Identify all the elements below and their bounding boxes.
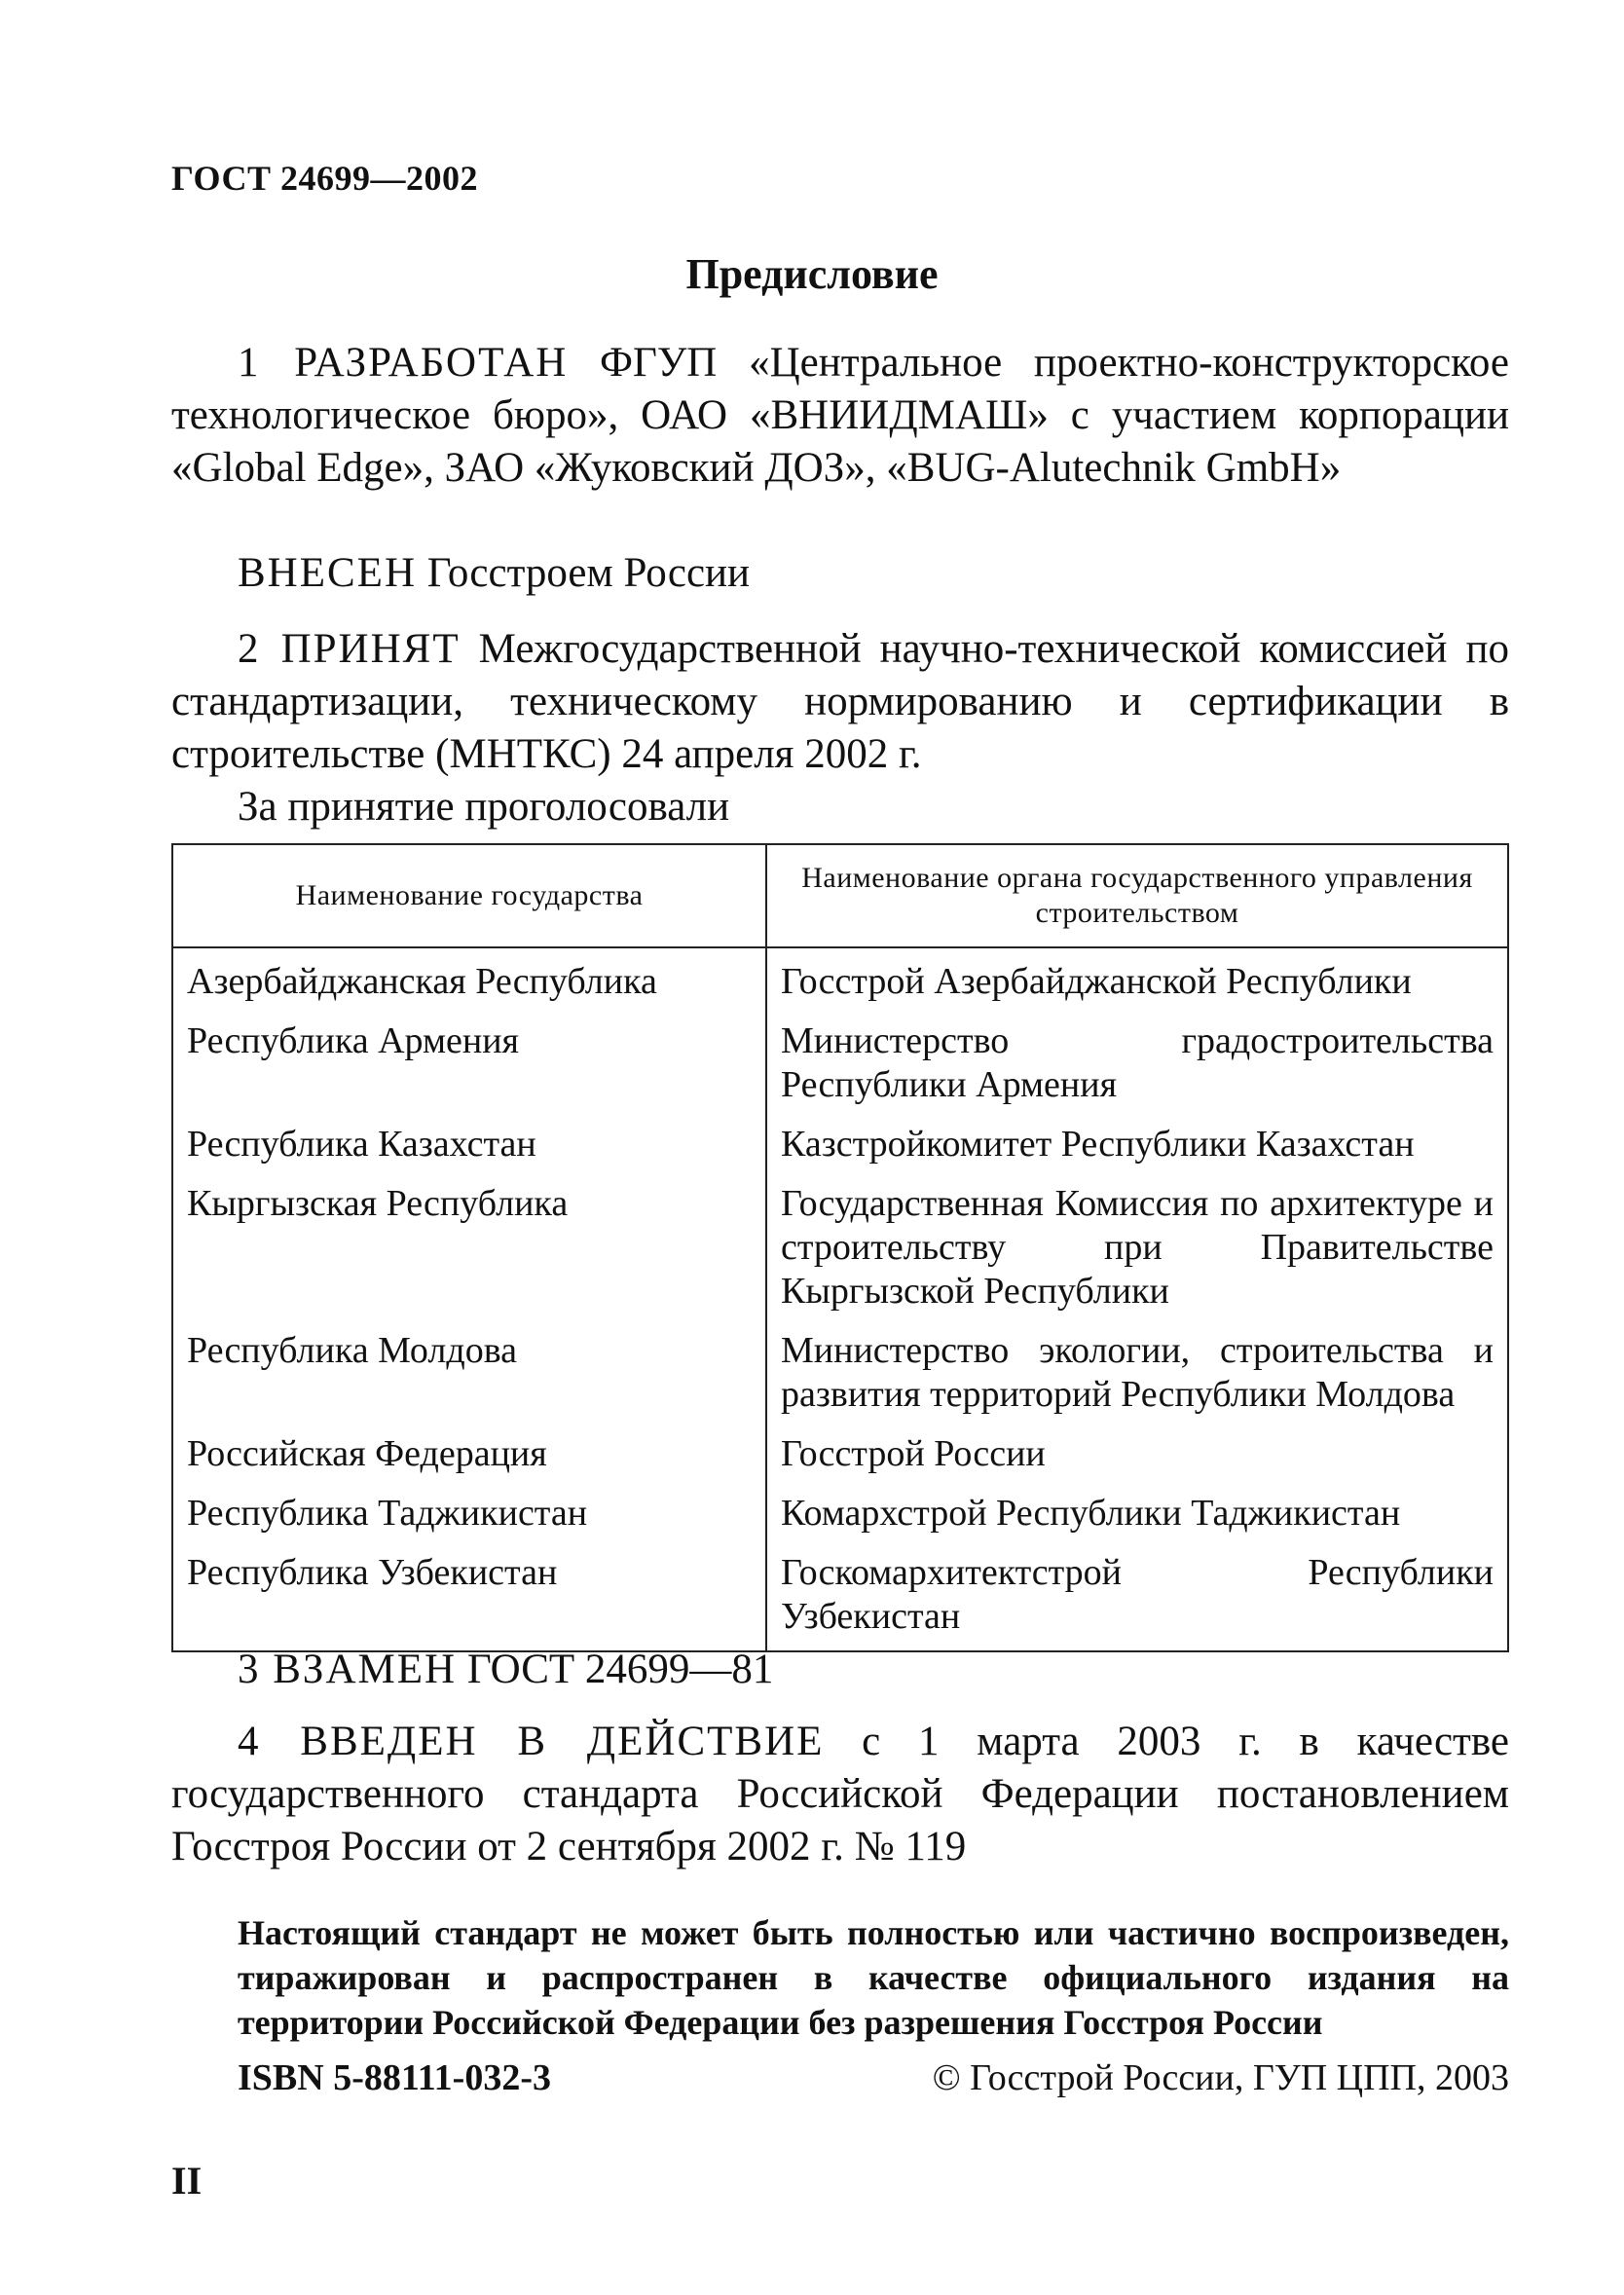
section-4-lead: 4 ВВЕДЕН В ДЕЙСТВИЕ bbox=[238, 1719, 825, 1764]
voting-table bbox=[171, 843, 1509, 1652]
table-row bbox=[172, 1016, 1508, 1119]
table-row bbox=[172, 1119, 1508, 1178]
section-1-lead: 1 РАЗРАБОТАН bbox=[238, 340, 569, 386]
body-cell: Госстрой России bbox=[766, 1428, 1508, 1488]
copyright-notice: Настоящий стандарт не может быть полностью или частично воспроизведен, тиражирован и распространен в качестве официального издания на территории Российской Федерации без разрешения Госстроя России bbox=[238, 1913, 1509, 2042]
section-2-lead: 2 ПРИНЯТ bbox=[238, 626, 461, 672]
body-cell: Министерство градостроительства Республики Армения bbox=[766, 1016, 1508, 1119]
page-number: II bbox=[171, 2159, 203, 2202]
standard-number-header: ГОСТ 24699—2002 bbox=[171, 159, 478, 198]
isbn-number: ISBN 5-88111-032-3 bbox=[238, 2057, 551, 2098]
section-introduced bbox=[171, 547, 1509, 600]
section-3-text: ГОСТ 24699—81 bbox=[457, 1647, 774, 1692]
body-cell: Госкомархитектстрой Республики Узбекистан bbox=[766, 1547, 1508, 1651]
body-cell: Комархстрой Республики Таджикистан bbox=[766, 1488, 1508, 1547]
state-cell: Республика Казахстан bbox=[172, 1119, 766, 1178]
section-4-effective bbox=[171, 1716, 1509, 1873]
section-3-replaces bbox=[171, 1644, 1509, 1696]
state-cell: Республика Армения bbox=[172, 1016, 766, 1119]
state-cell: Республика Молдова bbox=[172, 1325, 766, 1428]
introduced-text: Госстроем России bbox=[417, 550, 751, 596]
table-row bbox=[172, 1178, 1508, 1325]
section-2-text: Межгосударственной научно-технической комиссией по стандартизации, техническому нормированию и сертификации в строительстве (МНТКС) 24 апреля 2002 г. bbox=[171, 626, 1509, 777]
table-header-row bbox=[172, 844, 1508, 947]
state-cell: Кыргызская Республика bbox=[172, 1178, 766, 1325]
section-1-developed bbox=[171, 337, 1509, 495]
table-row bbox=[172, 1325, 1508, 1428]
body-cell: Государственная Комиссия по архитектуре и строительству при Правительстве Кыргызской Республики bbox=[766, 1178, 1508, 1325]
section-1-text: ФГУП «Центральное проектно-конструкторское технологическое бюро», ОАО «ВНИИДМАШ» с участием корпорации «Global Edge», ЗАО «Жуковский ДОЗ», «BUG-Alutechnik GmbH» bbox=[171, 340, 1509, 491]
table-row bbox=[172, 1547, 1508, 1651]
copyright-line: © Госстрой России, ГУП ЦПП, 2003 bbox=[932, 2057, 1509, 2098]
section-3-lead: 3 ВЗАМЕН bbox=[238, 1647, 458, 1692]
voted-caption: За принятие проголосовали bbox=[238, 784, 730, 830]
introduced-lead: ВНЕСЕН bbox=[238, 550, 417, 596]
body-cell: Казстройкомитет Республики Казахстан bbox=[766, 1119, 1508, 1178]
table-row bbox=[172, 1488, 1508, 1547]
body-cell: Министерство экологии, строительства и развития территорий Республики Молдова bbox=[766, 1325, 1508, 1428]
body-cell: Госстрой Азербайджанской Республики bbox=[766, 947, 1508, 1016]
table-header-state: Наименование государства bbox=[172, 844, 766, 947]
page-title: Предисловие bbox=[685, 250, 939, 298]
section-4-text: с 1 марта 2003 г. в качестве государственного стандарта Российской Федерации постановлением Госстроя России от 2 сентября 2002 г. № 119 bbox=[171, 1719, 1509, 1869]
state-cell: Азербайджанская Республика bbox=[172, 947, 766, 1016]
state-cell: Республика Таджикистан bbox=[172, 1488, 766, 1547]
section-2-adopted bbox=[171, 623, 1509, 781]
table-row bbox=[172, 947, 1508, 1016]
table-header-body: Наименование органа государственного управления строительством bbox=[766, 844, 1508, 947]
state-cell: Республика Узбекистан bbox=[172, 1547, 766, 1651]
state-cell: Российская Федерация bbox=[172, 1428, 766, 1488]
table-row bbox=[172, 1428, 1508, 1488]
